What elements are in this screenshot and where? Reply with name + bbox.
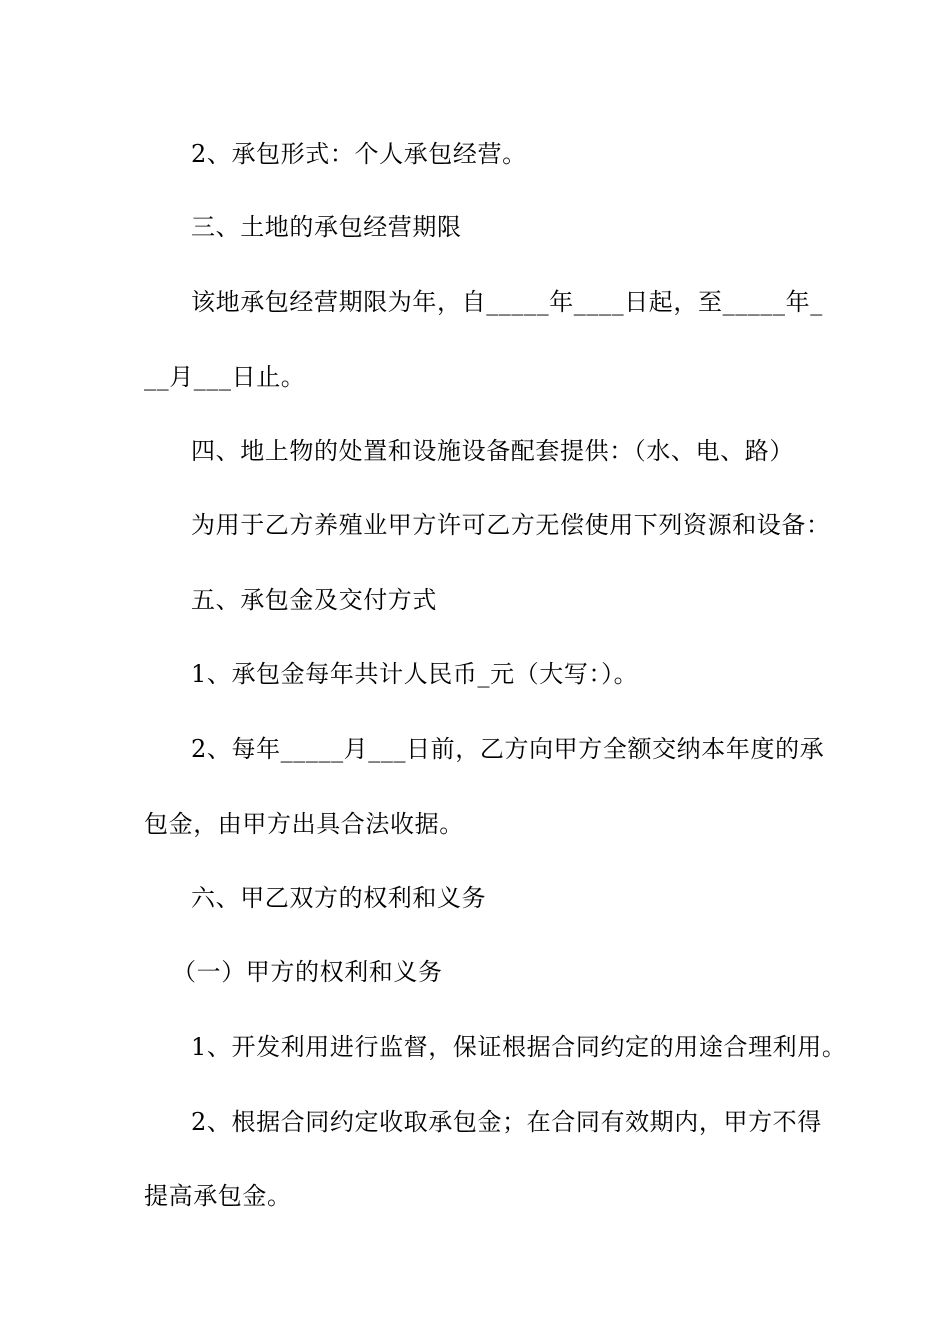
payment-paragraph-line-1: 2、每年_____月___日前，乙方向甲方全额交纳本年度的承 [191,735,825,763]
subsection-party-a-heading: （一）甲方的权利和义务 [172,958,443,986]
section-4-heading: 四、地上物的处置和设施设备配套提供：（水、电、路） [191,437,794,465]
section-3-heading: 三、土地的承包经营期限 [191,213,462,241]
term-paragraph-line-2: __月___日止。 [144,363,306,391]
section-6-heading: 六、甲乙双方的权利和义务 [191,884,487,912]
resources-paragraph: 为用于乙方养殖业甲方许可乙方无偿使用下列资源和设备： [191,511,831,539]
payment-paragraph-line-2: 包金，由甲方出具合法收据。 [144,810,464,838]
party-a-clause-2-line-1: 2、根据合同约定收取承包金；在合同有效期内，甲方不得 [191,1108,822,1136]
party-a-clause-1: 1、开发利用进行监督，保证根据合同约定的用途合理利用。 [191,1033,847,1061]
clause-2-contract-form: 2、承包形式：个人承包经营。 [191,140,527,168]
section-5-heading: 五、承包金及交付方式 [191,586,437,614]
term-paragraph-line-1: 该地承包经营期限为年，自_____年____日起，至_____年_ [191,288,823,316]
party-a-clause-2-line-2: 提高承包金。 [144,1182,292,1210]
clause-1-contract-fee: 1、承包金每年共计人民币_元（大写：）。 [191,660,639,688]
